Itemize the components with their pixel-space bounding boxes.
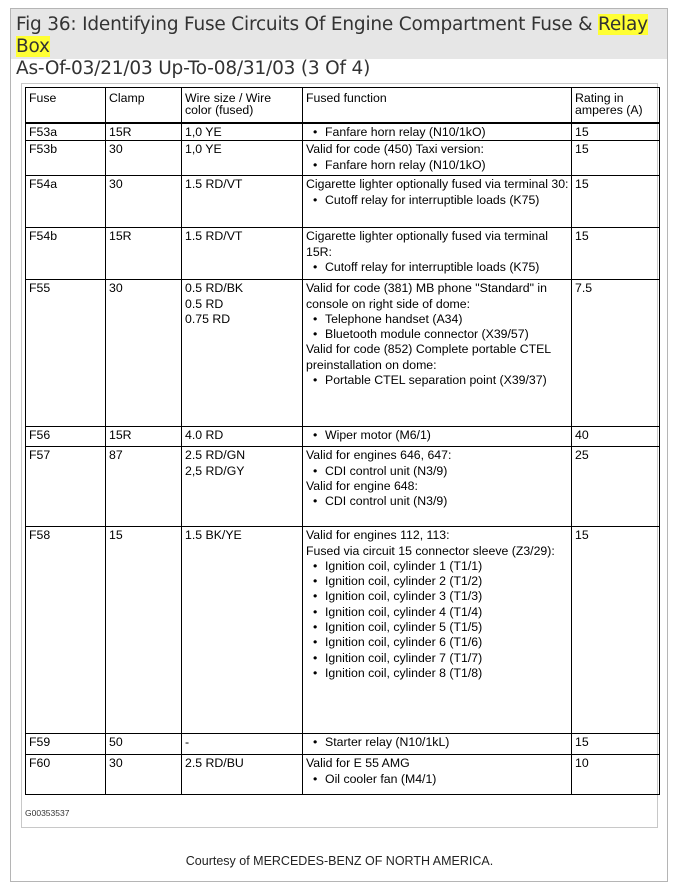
function-line-text: Bluetooth module connector (X39/57) bbox=[325, 327, 529, 342]
wire-cell bbox=[182, 141, 303, 176]
function-text bbox=[306, 544, 569, 559]
function-line-text: Valid for code (450) Taxi version: bbox=[306, 142, 484, 157]
clamp-cell: 15 bbox=[106, 527, 182, 734]
fuse-cell: F60 bbox=[26, 755, 106, 795]
function-line-text: CDI control unit (N3/9) bbox=[325, 463, 448, 478]
function-line-text: Valid for E 55 AMG bbox=[306, 756, 410, 771]
clamp-cell: 15R bbox=[106, 228, 182, 280]
fuse-cell: F54b bbox=[26, 228, 106, 280]
function-text bbox=[306, 229, 569, 260]
function-bullet bbox=[306, 666, 569, 681]
clamp-cell: 30 bbox=[106, 755, 182, 795]
function-bullet bbox=[306, 260, 569, 275]
wire-line: 1.5 RD/VT bbox=[185, 177, 243, 192]
header-rating: Rating in amperes (A) bbox=[572, 88, 660, 124]
function-bullet bbox=[306, 125, 569, 140]
header-wire: Wire size / Wire color (fused) bbox=[182, 88, 303, 124]
table-row bbox=[26, 734, 660, 755]
fuse-cell: F59 bbox=[26, 734, 106, 755]
rating-cell: 15 bbox=[572, 141, 660, 176]
function-bullet bbox=[306, 559, 569, 574]
wire-line: 1,0 YE bbox=[185, 142, 222, 157]
function-bullet bbox=[306, 605, 569, 620]
clamp-cell: 30 bbox=[106, 141, 182, 176]
function-line-text: CDI control unit (N3/9) bbox=[325, 494, 448, 509]
function-bullet bbox=[306, 635, 569, 650]
function-cell bbox=[303, 734, 572, 755]
wire-cell bbox=[182, 755, 303, 795]
wire-cell bbox=[182, 228, 303, 280]
table-row bbox=[26, 123, 660, 141]
function-cell bbox=[303, 447, 572, 527]
function-line-text: Starter relay (N10/1kL) bbox=[325, 735, 450, 750]
wire-cell bbox=[182, 527, 303, 734]
function-text bbox=[306, 528, 569, 543]
wire-line: 2,5 RD/GY bbox=[185, 463, 245, 478]
wire-line: 4.0 RD bbox=[185, 428, 224, 443]
fuse-cell: F54a bbox=[26, 176, 106, 228]
function-cell bbox=[303, 280, 572, 427]
caption-highlight: Relay Box bbox=[16, 14, 648, 57]
rating-cell: 7.5 bbox=[572, 280, 660, 427]
function-line-text: Ignition coil, cylinder 7 (T1/7) bbox=[325, 650, 483, 665]
wire-cell bbox=[182, 280, 303, 427]
wire-line: 1.5 RD/VT bbox=[185, 229, 243, 244]
fuse-cell: F58 bbox=[26, 527, 106, 734]
header-function: Fused function bbox=[303, 88, 572, 124]
function-line-text: Ignition coil, cylinder 4 (T1/4) bbox=[325, 604, 483, 619]
function-bullet bbox=[306, 651, 569, 666]
function-text bbox=[306, 342, 569, 373]
caption-subtitle: As-Of-03/21/03 Up-To-08/31/03 (3 Of 4) bbox=[16, 58, 371, 79]
clamp-cell: 15R bbox=[106, 123, 182, 141]
function-line-text: Ignition coil, cylinder 8 (T1/8) bbox=[325, 665, 483, 680]
function-bullet bbox=[306, 464, 569, 479]
fuse-cell: F53b bbox=[26, 141, 106, 176]
table-row bbox=[26, 755, 660, 795]
function-cell bbox=[303, 176, 572, 228]
table-row bbox=[26, 228, 660, 280]
function-cell bbox=[303, 755, 572, 795]
function-bullet bbox=[306, 193, 569, 208]
function-text bbox=[306, 756, 569, 771]
figure-id: G00353537 bbox=[25, 808, 70, 818]
rating-cell: 15 bbox=[572, 176, 660, 228]
function-line-text: Fanfare horn relay (N10/1kO) bbox=[325, 125, 486, 139]
function-bullet bbox=[306, 574, 569, 589]
function-bullet bbox=[306, 312, 569, 327]
fuse-cell: F56 bbox=[26, 427, 106, 447]
fuse-table bbox=[25, 87, 660, 795]
header-clamp: Clamp bbox=[106, 88, 182, 124]
function-bullet bbox=[306, 735, 569, 750]
function-line-text: Cigarette lighter optionally fused via terminal 30: bbox=[306, 177, 569, 192]
function-bullet bbox=[306, 494, 569, 509]
fuse-cell: F57 bbox=[26, 447, 106, 527]
wire-cell bbox=[182, 123, 303, 141]
figure-caption bbox=[16, 14, 666, 80]
wire-cell bbox=[182, 176, 303, 228]
function-line-text: Fused via circuit 15 connector sleeve (Z3/29): bbox=[306, 543, 555, 558]
function-cell bbox=[303, 228, 572, 280]
function-cell bbox=[303, 527, 572, 734]
rating-cell: 15 bbox=[572, 527, 660, 734]
rating-cell: 25 bbox=[572, 447, 660, 527]
function-line-text: Telephone handset (A34) bbox=[325, 311, 463, 326]
rating-cell: 15 bbox=[572, 228, 660, 280]
function-text bbox=[306, 479, 569, 494]
function-line-text: Fanfare horn relay (N10/1kO) bbox=[325, 157, 486, 172]
function-bullet bbox=[306, 373, 569, 388]
table-row bbox=[26, 527, 660, 734]
wire-line: 0.5 RD bbox=[185, 296, 224, 311]
function-line-text: Ignition coil, cylinder 6 (T1/6) bbox=[325, 635, 483, 650]
clamp-cell: 15R bbox=[106, 427, 182, 447]
rating-cell: 10 bbox=[572, 755, 660, 795]
wire-line: 0.5 RD/BK bbox=[185, 281, 244, 296]
fuse-cell: F55 bbox=[26, 280, 106, 427]
function-bullet bbox=[306, 772, 569, 787]
function-text bbox=[306, 142, 569, 157]
function-bullet bbox=[306, 620, 569, 635]
function-text bbox=[306, 281, 569, 312]
wire-line: 2.5 RD/GN bbox=[185, 448, 246, 463]
function-line-text: Ignition coil, cylinder 5 (T1/5) bbox=[325, 620, 483, 635]
clamp-cell: 30 bbox=[106, 176, 182, 228]
table-row bbox=[26, 447, 660, 527]
table-row bbox=[26, 176, 660, 228]
table-row bbox=[26, 141, 660, 176]
function-text bbox=[306, 448, 569, 463]
wire-cell bbox=[182, 427, 303, 447]
function-text bbox=[306, 177, 569, 192]
wire-line: 1,0 YE bbox=[185, 125, 222, 139]
rating-cell: 15 bbox=[572, 734, 660, 755]
fuse-rows bbox=[26, 123, 660, 795]
function-line-text: Cigarette lighter optionally fused via terminal 15R: bbox=[306, 229, 548, 259]
clamp-cell: 50 bbox=[106, 734, 182, 755]
function-line-text: Cutoff relay for interruptible loads (K75) bbox=[325, 259, 540, 274]
function-line-text: Valid for engines 112, 113: bbox=[306, 528, 450, 543]
function-bullet bbox=[306, 589, 569, 604]
function-line-text: Ignition coil, cylinder 3 (T1/3) bbox=[325, 589, 483, 604]
wire-cell bbox=[182, 734, 303, 755]
wire-line: - bbox=[185, 735, 190, 750]
function-line-text: Valid for code (852) Complete portable CTEL preinstallation on dome: bbox=[306, 342, 551, 372]
function-line-text: Portable CTEL separation point (X39/37) bbox=[325, 373, 547, 388]
table-row bbox=[26, 280, 660, 427]
fuse-cell: F53a bbox=[26, 123, 106, 141]
rating-cell: 40 bbox=[572, 427, 660, 447]
table-row bbox=[26, 427, 660, 447]
function-line-text: Valid for engine 648: bbox=[306, 478, 418, 493]
function-bullet bbox=[306, 327, 569, 342]
clamp-cell: 87 bbox=[106, 447, 182, 527]
function-cell bbox=[303, 123, 572, 141]
function-bullet bbox=[306, 158, 569, 173]
courtesy-note: Courtesy of MERCEDES-BENZ OF NORTH AMERICA. bbox=[185, 854, 494, 868]
function-line-text: Cutoff relay for interruptible loads (K75) bbox=[325, 192, 540, 207]
function-line-text: Wiper motor (M6/1) bbox=[325, 428, 431, 443]
function-line-text: Ignition coil, cylinder 1 (T1/1) bbox=[325, 558, 483, 573]
function-line-text: Valid for code (381) MB phone "Standard" in console on right side of dome: bbox=[306, 281, 547, 311]
function-cell bbox=[303, 141, 572, 176]
wire-line: 0.75 RD bbox=[185, 311, 231, 326]
wire-line: 2.5 RD/BU bbox=[185, 756, 244, 771]
function-cell bbox=[303, 427, 572, 447]
header-fuse: Fuse bbox=[26, 88, 106, 124]
function-line-text: Ignition coil, cylinder 2 (T1/2) bbox=[325, 574, 483, 589]
caption-title: Fig 36: Identifying Fuse Circuits Of Engine Compartment Fuse & bbox=[16, 14, 599, 35]
clamp-cell: 30 bbox=[106, 280, 182, 427]
table-header-row bbox=[26, 88, 660, 124]
function-line-text: Oil cooler fan (M4/1) bbox=[325, 771, 437, 786]
wire-line: 1.5 BK/YE bbox=[185, 528, 242, 543]
rating-cell: 15 bbox=[572, 123, 660, 141]
function-line-text: Valid for engines 646, 647: bbox=[306, 448, 452, 463]
wire-cell bbox=[182, 447, 303, 527]
function-bullet bbox=[306, 428, 569, 443]
